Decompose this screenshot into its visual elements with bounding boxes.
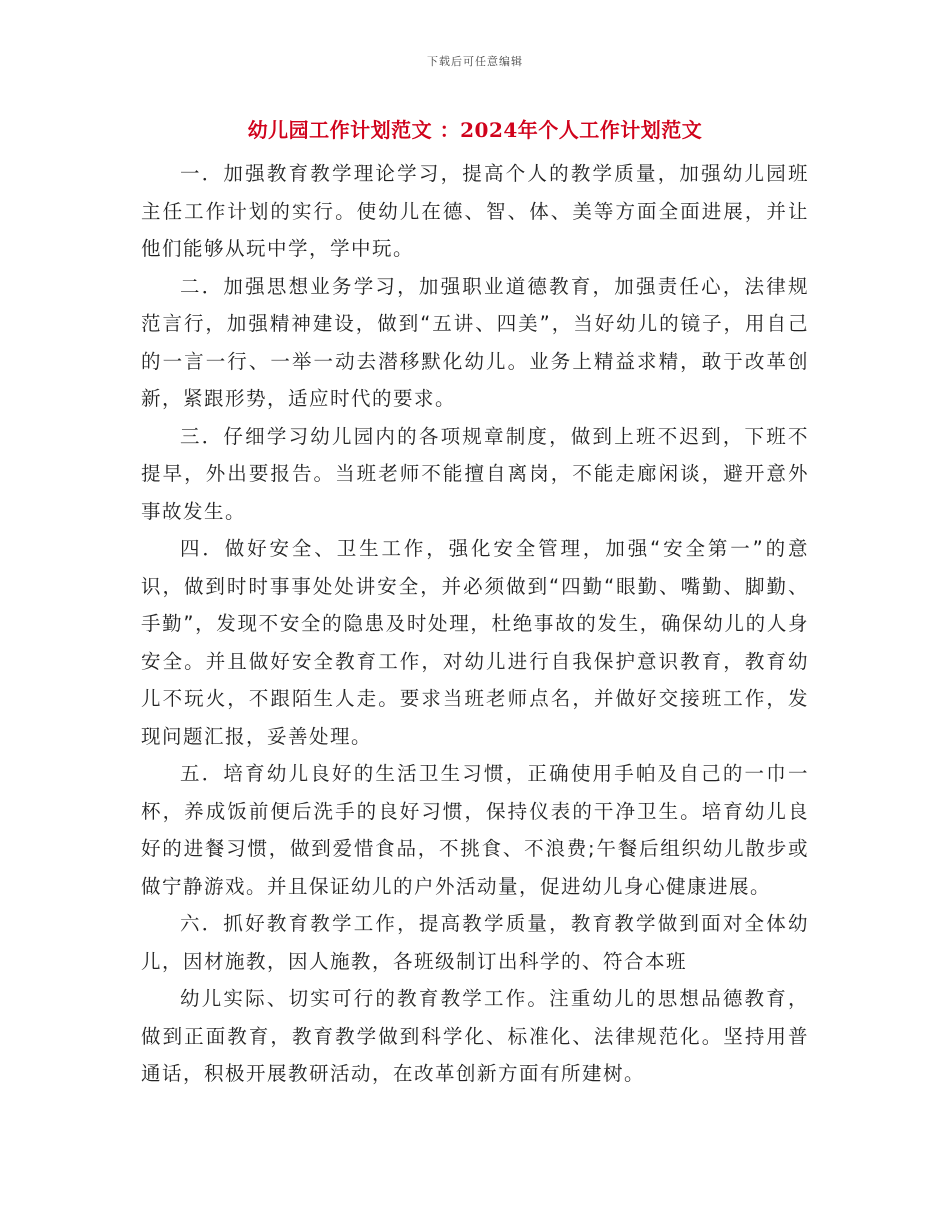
document-title: 幼儿园工作计划范文 ：2024年个人工作计划范文 [247, 118, 703, 142]
paragraph-2: 二．加强思想业务学习，加强职业道德教育，加强责任心，法律规范言行，加强精神建设，做到“五讲、四美”，当好幼儿的镜子，用自己的一言一行、一举一动去潜移默化幼儿。业务上精益求精，敢于改革创新，紧跟形势，适应时代的要求。 [141, 274, 809, 410]
paragraph-7: 幼儿实际、切实可行的教育教学工作。注重幼儿的思想品德教育，做到正面教育，教育教学做到科学化、标准化、法律规范化。坚持用普通话，积极开展教研活动，在改革创新方面有所建树。 [141, 987, 809, 1085]
paragraph-3: 三．仔细学习幼儿园内的各项规章制度，做到上班不迟到，下班不提早，外出要报告。当班老师不能擅自离岗，不能走廊闲谈，避开意外事故发生。 [141, 424, 809, 523]
paragraph-5: 五．培育幼儿良好的生活卫生习惯，正确使用手帕及自己的一巾一杯，养成饭前便后洗手的良好习惯，保持仪表的干净卫生。培育幼儿良好的进餐习惯，做到爱惜食品，不挑食、不浪费;午餐后组织幼儿散步或做宁静游戏。并且保证幼儿的户外活动量，促进幼儿身心健康进展。 [141, 762, 809, 898]
paragraph-1: 一．加强教育教学理论学习，提高个人的教学质量，加强幼儿园班主任工作计划的实行。使幼儿在德、智、体、美等方面全面进展，并让他们能够从玩中学，学中玩。 [141, 162, 809, 260]
document-body [141, 155, 809, 1093]
header-note: 下载后可任意编辑 [427, 55, 523, 68]
paragraph-6: 六．抓好教育教学工作，提高教学质量，教育教学做到面对全体幼儿，因材施教，因人施教，各班级制订出科学的、符合本班 [141, 912, 809, 973]
paragraph-4: 四．做好安全、卫生工作，强化安全管理，加强“安全第一”的意识，做到时时事事处处讲安全，并必须做到“四勤“眼勤、嘴勤、脚勤、手勤”，发现不安全的隐患及时处理，杜绝事故的发生，确保幼儿的人身安全。并且做好安全教育工作，对幼儿进行自我保护意识教育，教育幼儿不玩火，不跟陌生人走。要求当班老师点名，并做好交接班工作，发现问题汇报，妥善处理。 [141, 537, 809, 748]
